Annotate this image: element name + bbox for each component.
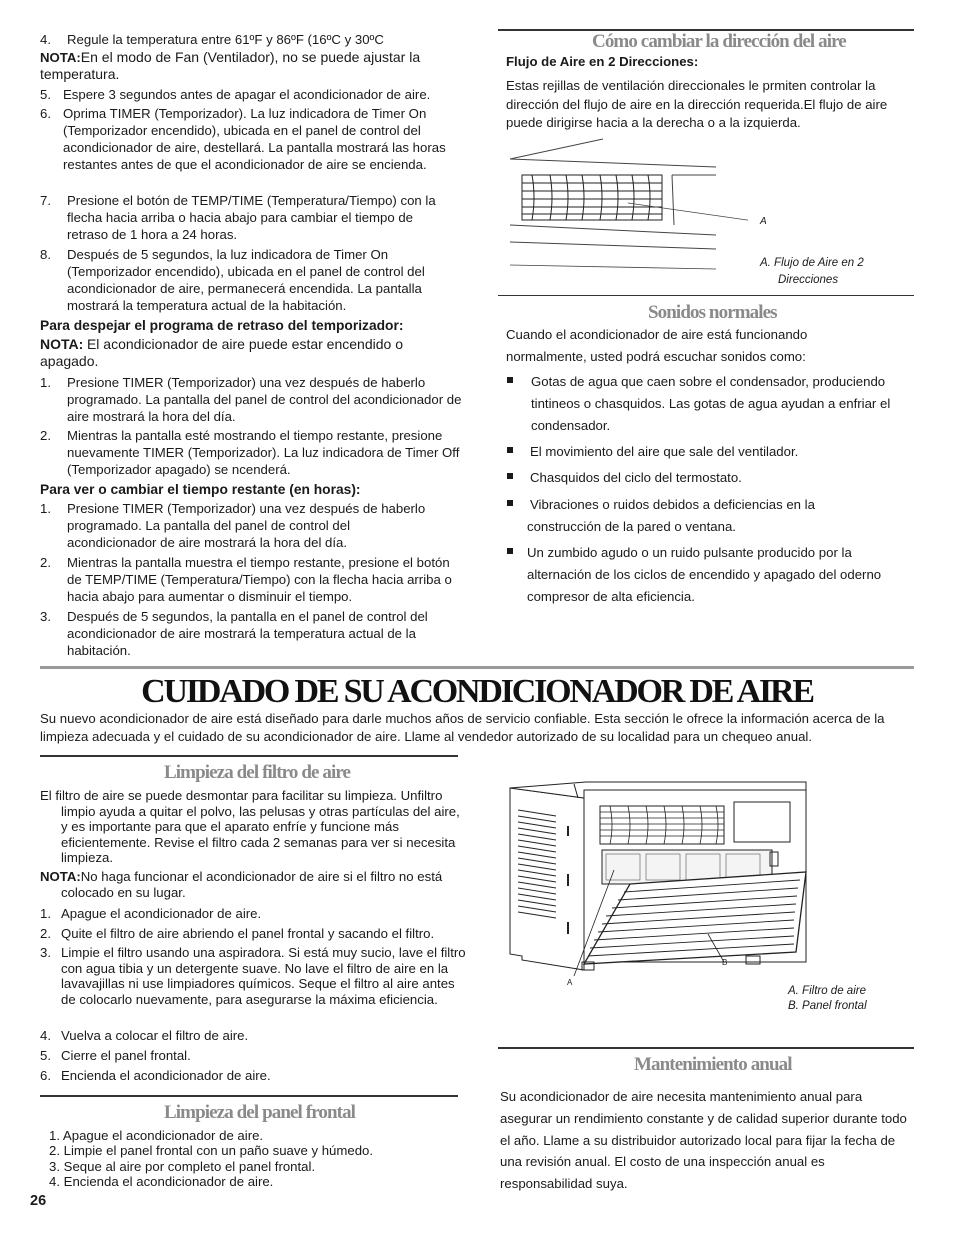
list-item: 4. Vuelva a colocar el filtro de aire. <box>40 1028 249 1043</box>
section-divider <box>40 666 914 669</box>
list-item: 4. Regule la temperatura entre 61ºF y 86ºF (16ºC y 30ºC <box>40 32 384 47</box>
paragraph: Cuando el acondicionador de aire está funcionando normalmente, usted podrá escuchar sonidos como: <box>506 327 808 364</box>
list-item: 5. Espere 3 segundos antes de apagar el acondicionador de aire. <box>40 87 431 102</box>
bullet-icon <box>507 447 513 453</box>
louver-illustration <box>508 137 748 277</box>
list-item: 6. Encienda el acondicionador de aire. <box>40 1068 271 1083</box>
list-item: 2. Mientras la pantalla esté mostrando el tiempo restante, presione nuevamente TIMER (Temporizador). La luz indicadora de Timer Off (Temporizador apagado) se ncenderá. <box>40 428 460 477</box>
figure-caption: A. Filtro de aire <box>788 985 866 997</box>
paragraph: Estas rejillas de ventilación direccionales le prmiten controlar la dirección del flujo de aire en la dirección requerida.El flujo de aire puede dirigirse hacia a la derecha o a la izquierda. <box>506 78 888 130</box>
paragraph: Su acondicionador de aire necesita mantenimiento anual para asegurar un rendimiento constante y de calidad superior durante todo el año. Llame a su distribuidor autorizado local para fijar la fecha de una revisión anual. El costo de una inspección anual es responsabilidad suya. <box>500 1089 907 1192</box>
list-item: 8. Después de 5 segundos, la luz indicadora de Timer On (Temporizador encendido), ubicada en el panel de control del acondicionador de aire, permanecerá encendida. La pantalla mostrará la temperatura actual de la habitación. <box>40 247 425 313</box>
section-rule <box>40 755 458 757</box>
note: NOTA: El acondicionador de aire puede estar encendido o apagado. <box>40 336 403 369</box>
subheading: Flujo de Aire en 2 Direcciones: <box>506 54 699 69</box>
section-rule <box>498 1047 914 1049</box>
figure-caption: A. Flujo de Aire en 2 <box>760 257 864 269</box>
list-item: 7. Presione el botón de TEMP/TIME (Temperatura/Tiempo) con la flecha hacia arriba o hacia abajo para cambiar el tiempo de retraso de 1 hora a 24 horas. <box>40 193 436 242</box>
list-item: Vibraciones o ruidos debidos a deficiencias en la construcción de la pared o ventana. <box>527 497 815 534</box>
note: NOTA:No haga funcionar el acondicionador de aire si el filtro no está colocado en su lugar. <box>40 869 443 900</box>
ac-unit-figure <box>506 776 816 976</box>
figure-label: B <box>722 958 728 967</box>
note: NOTA:En el modo de Fan (Ventilador), no se puede ajustar la temperatura. <box>40 49 421 82</box>
list-item: Gotas de agua que caen sobre el condensador, produciendo tintineos o chasquidos. Las gotas de agua ayudan a enfriar el condensador. <box>531 374 891 433</box>
panel-steps <box>49 1128 469 1189</box>
figure-caption: Direcciones <box>778 274 839 286</box>
section-heading: Cómo cambiar la dirección del aire <box>592 31 846 52</box>
bullet-icon <box>507 473 513 479</box>
figure-label: A <box>760 216 767 227</box>
list-item: 5. Cierre el panel frontal. <box>40 1048 191 1063</box>
figure-caption: B. Panel frontal <box>788 1000 867 1012</box>
paragraph: El filtro de aire se puede desmontar para facilitar su limpieza. Unfiltro limpio ayuda a quitar el polvo, las pelusas y otras partículas del aire, y es importante para que el aparato enfríe y funcione más eficientemente. Revise el filtro cada 2 semanas para ver si necesita limpieza. <box>40 788 460 865</box>
section-heading: Para ver o cambiar el tiempo restante (en horas): <box>40 482 361 497</box>
air-vent-figure <box>508 137 748 277</box>
section-heading: Limpieza del filtro de aire <box>164 762 351 783</box>
section-heading: Limpieza del panel frontal <box>164 1102 356 1123</box>
list-item: 6. Oprima TIMER (Temporizador). La luz indicadora de Timer On (Temporizador encendido), ubicada en el panel de control del acondicionador de aire, destellará. La pantalla mostrará las horas restantes antes de que el acondicionador de aire se encienda. <box>40 106 446 172</box>
bullet-icon <box>507 377 513 383</box>
list-item: 3. Después de 5 segundos, la pantalla en el panel de control del acondicionador de aire mostrará la temperatura actual de la habitación. <box>40 609 428 658</box>
list-item: 1. Presione TIMER (Temporizador) una vez después de haberlo programado. La pantalla del panel de control del acondicionador de aire mostrará la hora del día. <box>40 501 426 550</box>
section-rule <box>40 1095 458 1097</box>
paragraph: Su nuevo acondicionador de aire está diseñado para darle muchos años de servicio confiable. Esta sección le ofrece la información acerca de la limpieza adecuada y el cuidado de su acondicionador de aire. Llame al vendedor autorizado de su localidad para un chequeo anual. <box>40 711 885 744</box>
list-item: Un zumbido agudo o un ruido pulsante producido por la alternación de los ciclos de encendido y apagado del oderno compresor de alta eficiencia. <box>527 545 882 604</box>
list-item: 2. Mientras la pantalla muestra el tiempo restante, presione el botón de TEMP/TIME (Temperatura/Tiempo) con la flecha hacia arriba o hacia abajo para aumentar o disminuir el tiempo. <box>40 555 452 604</box>
section-heading: Mantenimiento anual <box>634 1054 792 1075</box>
list-item: 1. Apague el acondicionador de aire. <box>40 906 262 921</box>
ac-unit-illustration <box>506 776 816 976</box>
bullet-icon <box>507 500 513 506</box>
figure-label: A <box>567 978 573 987</box>
page-number: 26 <box>30 1193 47 1209</box>
list-item: 1. Presione TIMER (Temporizador) una vez después de haberlo programado. La pantalla del panel de control del acondicionador de aire mostrará la hora del día. <box>40 375 462 424</box>
list-item: 3. Limpie el filtro usando una aspiradora. Si está muy sucio, lave el filtro con agua tibia y un detergente suave. No lave el filtro de aire en la lavavajillas ni use limpiadores químicos. Seque el filtro al aire antes de colocarlo nuevamente, para asegurarse la máxima eficiencia. <box>40 945 466 1007</box>
list-item: Chasquidos del ciclo del termostato. <box>530 470 742 485</box>
list-item: 2. Quite el filtro de aire abriendo el panel frontal y sacando el filtro. <box>40 926 435 941</box>
page-title: CUIDADO DE SU ACONDICIONADOR DE AIRE <box>141 673 813 710</box>
section-heading: Sonidos normales <box>648 302 777 323</box>
list-item: 1. Apague el acondicionador de aire. <box>49 1128 264 1143</box>
list-item: El movimiento del aire que sale del ventilador. <box>530 444 799 459</box>
bullet-icon <box>507 548 513 554</box>
list-item: 4. Encienda el acondicionador de aire. <box>49 1173 274 1189</box>
section-rule <box>498 295 914 296</box>
list-item: 2. Limpie el panel frontal con un paño suave y húmedo. <box>49 1143 374 1159</box>
list-item: 3. Seque al aire por completo el panel frontal. <box>49 1158 316 1174</box>
section-heading: Para despejar el programa de retraso del temporizador: <box>40 318 404 333</box>
